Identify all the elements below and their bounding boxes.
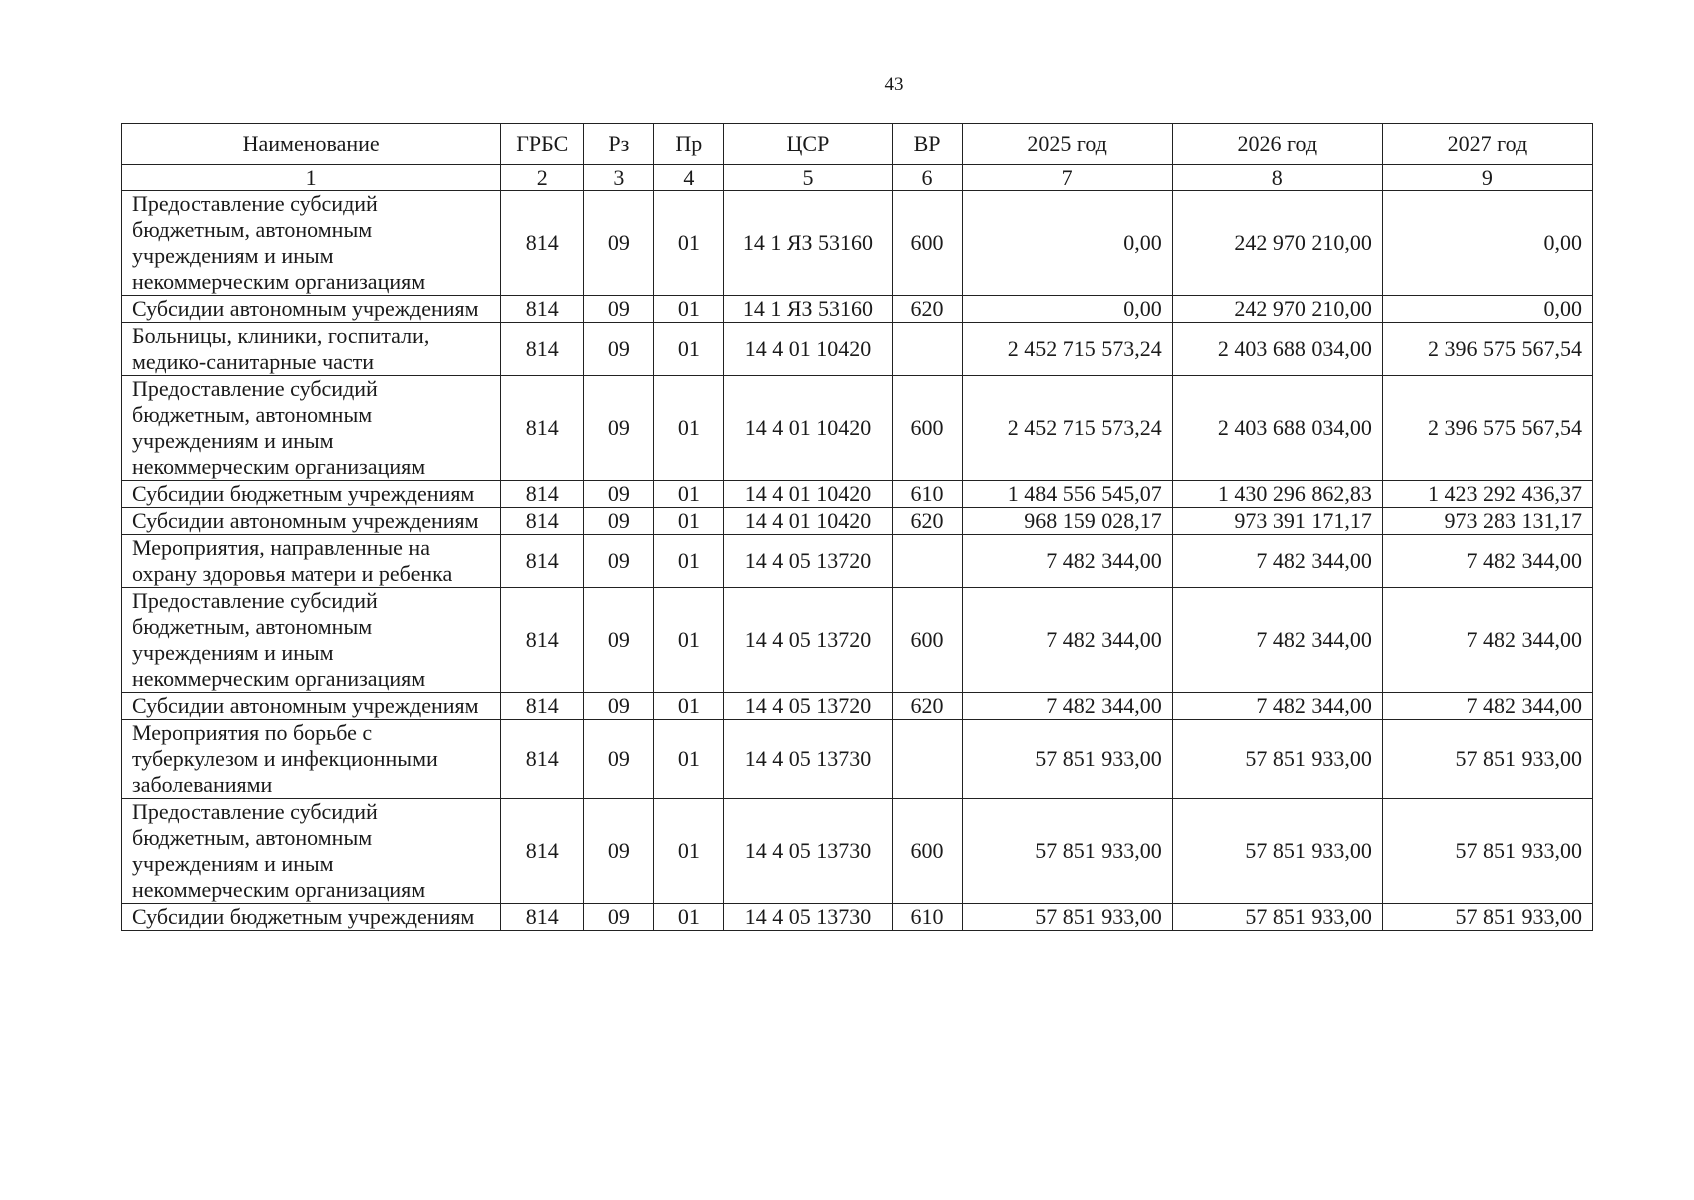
cell-csr: 14 4 05 13730 [724,799,892,904]
cell-vr [892,720,962,799]
cell-2025: 1 484 556 545,07 [962,481,1172,508]
column-number: 2 [501,165,584,191]
column-number: 1 [122,165,501,191]
cell-name: Больницы, клиники, госпитали, медико-санитарные части [122,323,501,376]
cell-name: Мероприятия, направленные на охрану здоровья матери и ребенка [122,535,501,588]
cell-name: Мероприятия по борьбе с туберкулезом и инфекционными заболеваниями [122,720,501,799]
cell-2026: 973 391 171,17 [1172,508,1382,535]
cell-grbs: 814 [501,904,584,931]
header-rz: Рз [584,124,654,165]
cell-name: Субсидии автономным учреждениям [122,296,501,323]
table-row [122,693,1593,720]
table-row [122,720,1593,799]
cell-csr: 14 4 05 13720 [724,535,892,588]
cell-rz: 09 [584,535,654,588]
cell-2027: 7 482 344,00 [1382,535,1592,588]
cell-vr: 600 [892,799,962,904]
cell-grbs: 814 [501,481,584,508]
cell-pr: 01 [654,535,724,588]
cell-vr: 620 [892,693,962,720]
cell-2025: 7 482 344,00 [962,535,1172,588]
header-row [122,124,1593,165]
cell-2026: 1 430 296 862,83 [1172,481,1382,508]
cell-csr: 14 4 01 10420 [724,508,892,535]
cell-vr [892,323,962,376]
cell-name: Субсидии автономным учреждениям [122,508,501,535]
cell-2027: 57 851 933,00 [1382,799,1592,904]
cell-grbs: 814 [501,323,584,376]
page-number: 43 [884,74,904,95]
table-row [122,296,1593,323]
cell-name: Субсидии автономным учреждениям [122,693,501,720]
cell-2027: 2 396 575 567,54 [1382,323,1592,376]
header-grbs: ГРБС [501,124,584,165]
header-csr: ЦСР [724,124,892,165]
cell-grbs: 814 [501,508,584,535]
cell-rz: 09 [584,508,654,535]
cell-pr: 01 [654,904,724,931]
cell-vr [892,535,962,588]
cell-pr: 01 [654,481,724,508]
column-number: 5 [724,165,892,191]
cell-csr: 14 1 ЯЗ 53160 [724,191,892,296]
cell-vr: 620 [892,508,962,535]
cell-pr: 01 [654,799,724,904]
cell-pr: 01 [654,508,724,535]
cell-grbs: 814 [501,296,584,323]
column-number: 9 [1382,165,1592,191]
cell-2025: 0,00 [962,296,1172,323]
cell-rz: 09 [584,904,654,931]
cell-vr: 600 [892,588,962,693]
column-number: 8 [1172,165,1382,191]
column-number: 4 [654,165,724,191]
cell-2025: 2 452 715 573,24 [962,376,1172,481]
cell-name: Предоставление субсидий бюджетным, автономным учреждениям и иным некоммерческим организациям [122,191,501,296]
cell-name: Предоставление субсидий бюджетным, автономным учреждениям и иным некоммерческим организациям [122,376,501,481]
cell-csr: 14 4 01 10420 [724,376,892,481]
cell-vr: 600 [892,191,962,296]
cell-2027: 1 423 292 436,37 [1382,481,1592,508]
column-number: 6 [892,165,962,191]
cell-2025: 2 452 715 573,24 [962,323,1172,376]
cell-2026: 242 970 210,00 [1172,296,1382,323]
cell-grbs: 814 [501,191,584,296]
cell-grbs: 814 [501,799,584,904]
cell-csr: 14 4 05 13730 [724,904,892,931]
table-row [122,588,1593,693]
cell-pr: 01 [654,588,724,693]
cell-rz: 09 [584,693,654,720]
table-row [122,799,1593,904]
budget-table [121,123,1593,931]
table-row [122,904,1593,931]
cell-vr: 610 [892,904,962,931]
cell-2026: 242 970 210,00 [1172,191,1382,296]
cell-2027: 0,00 [1382,191,1592,296]
cell-2026: 7 482 344,00 [1172,588,1382,693]
cell-2027: 7 482 344,00 [1382,588,1592,693]
cell-csr: 14 1 ЯЗ 53160 [724,296,892,323]
cell-2025: 0,00 [962,191,1172,296]
cell-2026: 2 403 688 034,00 [1172,376,1382,481]
cell-name: Предоставление субсидий бюджетным, автономным учреждениям и иным некоммерческим организациям [122,799,501,904]
cell-rz: 09 [584,191,654,296]
cell-2026: 7 482 344,00 [1172,693,1382,720]
table-row [122,323,1593,376]
table-row [122,376,1593,481]
cell-rz: 09 [584,720,654,799]
table-row [122,508,1593,535]
cell-grbs: 814 [501,693,584,720]
cell-csr: 14 4 05 13720 [724,693,892,720]
table-row [122,481,1593,508]
cell-2027: 2 396 575 567,54 [1382,376,1592,481]
cell-pr: 01 [654,296,724,323]
cell-2025: 57 851 933,00 [962,904,1172,931]
cell-2027: 57 851 933,00 [1382,904,1592,931]
cell-2026: 57 851 933,00 [1172,904,1382,931]
cell-2025: 7 482 344,00 [962,588,1172,693]
cell-2026: 7 482 344,00 [1172,535,1382,588]
cell-2025: 57 851 933,00 [962,720,1172,799]
column-number-row [122,165,1593,191]
cell-2027: 7 482 344,00 [1382,693,1592,720]
header-2026: 2026 год [1172,124,1382,165]
cell-csr: 14 4 05 13720 [724,588,892,693]
cell-2026: 57 851 933,00 [1172,720,1382,799]
cell-rz: 09 [584,376,654,481]
table-body [122,191,1593,931]
cell-rz: 09 [584,481,654,508]
cell-name: Субсидии бюджетным учреждениям [122,481,501,508]
cell-2025: 7 482 344,00 [962,693,1172,720]
cell-rz: 09 [584,588,654,693]
cell-pr: 01 [654,693,724,720]
cell-2025: 968 159 028,17 [962,508,1172,535]
cell-name: Субсидии бюджетным учреждениям [122,904,501,931]
cell-pr: 01 [654,323,724,376]
header-vr: ВР [892,124,962,165]
cell-2025: 57 851 933,00 [962,799,1172,904]
table-row [122,535,1593,588]
header-2025: 2025 год [962,124,1172,165]
cell-rz: 09 [584,799,654,904]
cell-rz: 09 [584,323,654,376]
cell-2026: 57 851 933,00 [1172,799,1382,904]
header-name: Наименование [122,124,501,165]
cell-grbs: 814 [501,376,584,481]
column-number: 7 [962,165,1172,191]
cell-2026: 2 403 688 034,00 [1172,323,1382,376]
header-2027: 2027 год [1382,124,1592,165]
cell-2027: 0,00 [1382,296,1592,323]
cell-2027: 57 851 933,00 [1382,720,1592,799]
cell-rz: 09 [584,296,654,323]
cell-2027: 973 283 131,17 [1382,508,1592,535]
header-pr: Пр [654,124,724,165]
cell-grbs: 814 [501,535,584,588]
cell-pr: 01 [654,191,724,296]
cell-grbs: 814 [501,588,584,693]
cell-pr: 01 [654,376,724,481]
cell-csr: 14 4 05 13730 [724,720,892,799]
cell-pr: 01 [654,720,724,799]
cell-vr: 600 [892,376,962,481]
cell-csr: 14 4 01 10420 [724,481,892,508]
cell-vr: 620 [892,296,962,323]
table-row [122,191,1593,296]
column-number: 3 [584,165,654,191]
cell-name: Предоставление субсидий бюджетным, автономным учреждениям и иным некоммерческим организациям [122,588,501,693]
cell-vr: 610 [892,481,962,508]
cell-csr: 14 4 01 10420 [724,323,892,376]
cell-grbs: 814 [501,720,584,799]
